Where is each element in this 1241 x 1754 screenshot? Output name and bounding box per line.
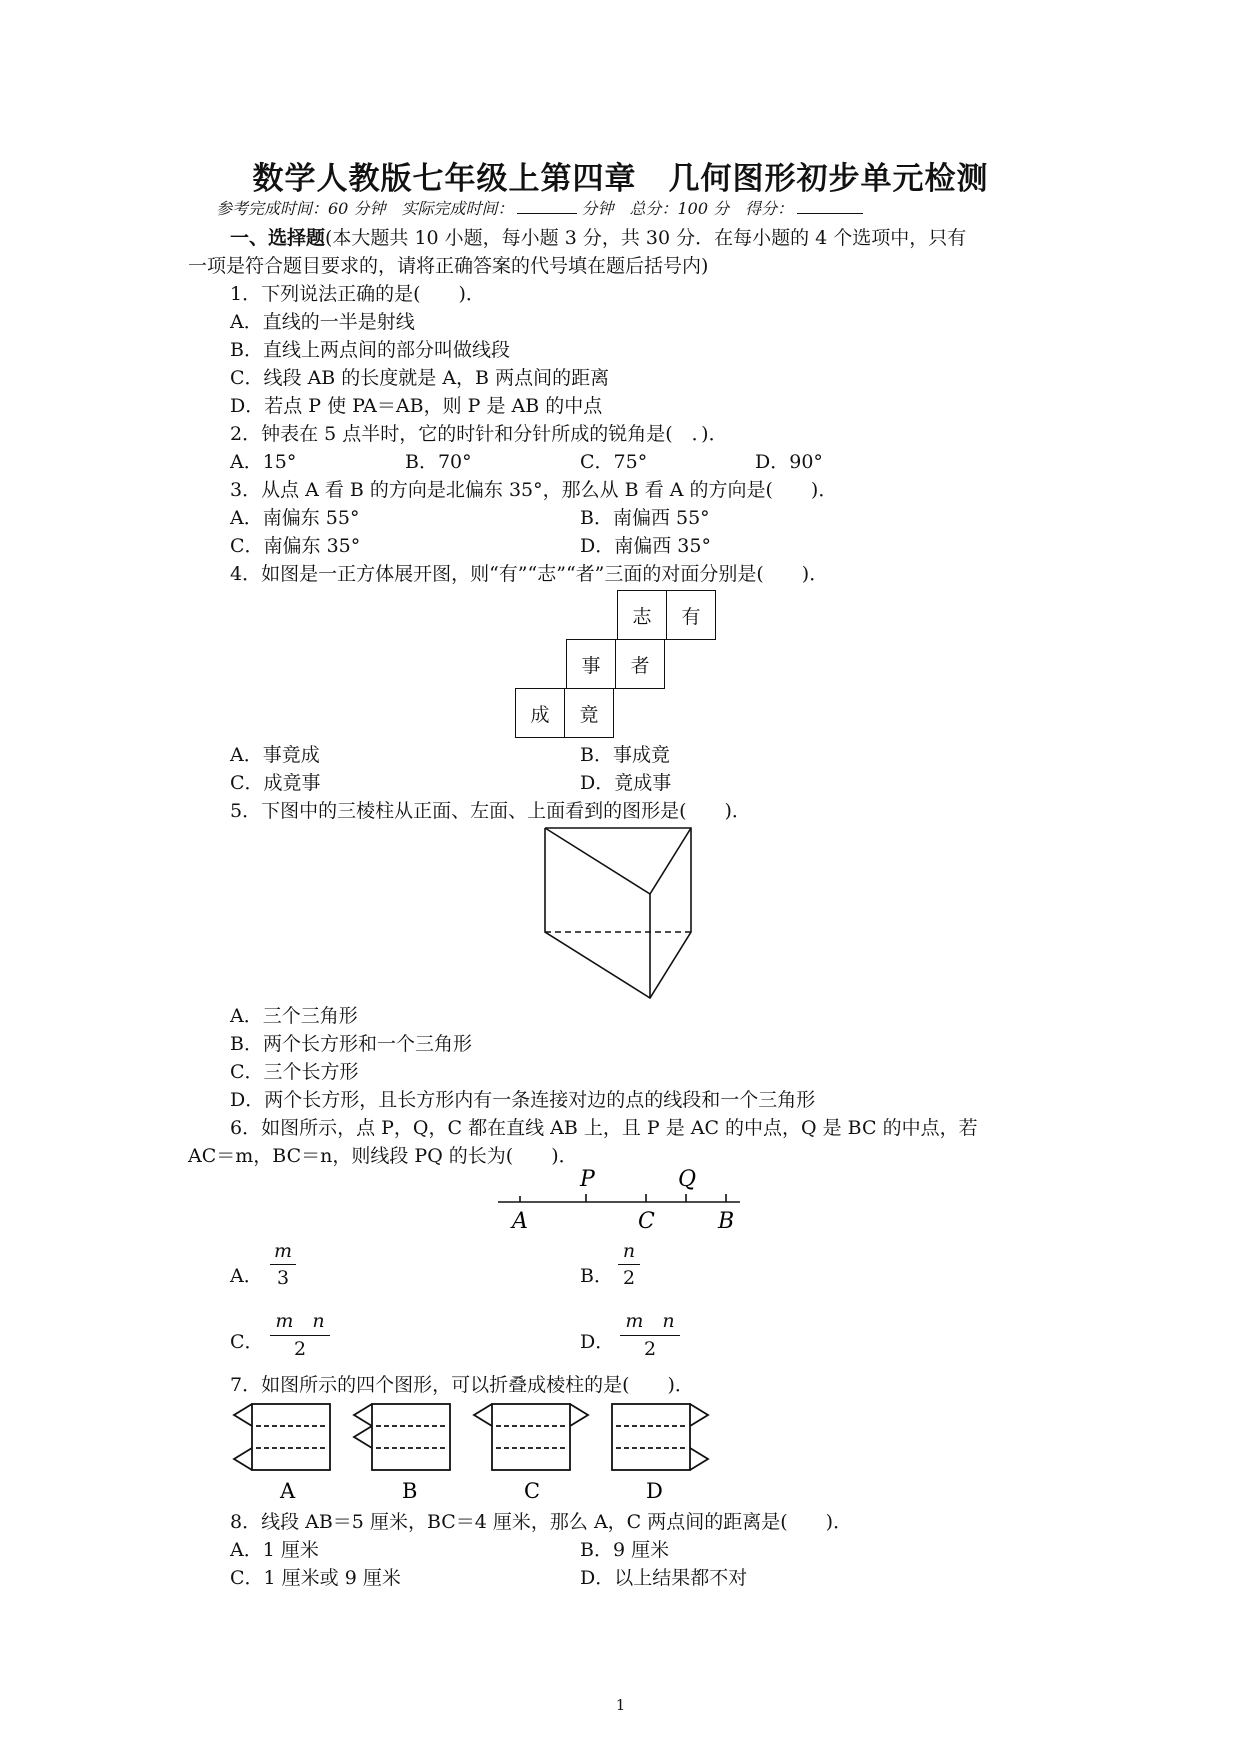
fraction-denominator: 2 <box>293 1338 307 1360</box>
section-intro-line2: 一项是符合题目要求的，请将正确答案的代号填在题后括号内) <box>188 255 709 277</box>
q8-stem: 8．线段 AB＝5 厘米，BC＝4 厘米，那么 A，C 两点间的距离是( )． <box>230 1511 853 1533</box>
q6-stem-line2: AC＝m，BC＝n，则线段 PQ 的长为( )． <box>188 1145 578 1167</box>
q8-option-a: A．1 厘米 <box>230 1539 319 1561</box>
fraction-numerator: m n <box>625 1310 675 1332</box>
q2-option-b: B．70° <box>405 451 472 473</box>
net-d-triangle <box>690 1448 708 1470</box>
label-b: B <box>718 1209 735 1234</box>
q3-option-b: B．南偏西 55° <box>580 507 710 529</box>
cube-face: 竟 <box>564 688 614 738</box>
q6-option-c-fraction <box>270 1306 330 1360</box>
q4-stem: 4．如图是一正方体展开图，则“有”“志”“者”三面的对面分别是( )． <box>230 563 829 585</box>
q3-stem: 3．从点 A 看 B 的方向是北偏东 35°，那么从 B 看 A 的方向是( )． <box>230 479 838 501</box>
score-text: 分钟 总分：100 分 得分： <box>581 199 794 218</box>
q6-option-d-fraction <box>620 1306 680 1360</box>
label-q: Q <box>678 1167 697 1192</box>
actual-time-blank <box>517 199 577 214</box>
triangular-prism-diagram <box>540 822 700 1004</box>
net-c-triangle <box>474 1404 492 1426</box>
q5-option-a: A．三个三角形 <box>230 1005 358 1027</box>
q8-option-d: D．以上结果都不对 <box>580 1567 748 1589</box>
q1-stem: 1．下列说法正确的是( )． <box>230 283 485 305</box>
fraction-bar <box>620 1335 680 1336</box>
q5-option-d: D．两个长方形，且长方形内有一条连接对边的点的线段和一个三角形 <box>230 1089 816 1111</box>
net-label-c: C <box>524 1479 541 1502</box>
q2-option-a: A．15° <box>230 451 297 473</box>
q6-option-a-label: A． <box>230 1265 263 1287</box>
q3-option-c: C．南偏东 35° <box>230 535 361 557</box>
score-blank <box>797 199 863 214</box>
net-b-triangle <box>354 1404 372 1426</box>
q6-stem-line1: 6．如图所示，点 P，Q，C 都在直线 AB 上，且 P 是 AC 的中点，Q 是 BC 的中点，若 <box>230 1117 978 1139</box>
q2-option-c: C．75° <box>580 451 648 473</box>
q6-option-d-label: D． <box>580 1331 615 1353</box>
net-b-triangle <box>354 1426 372 1448</box>
q7-stem: 7．如图所示的四个图形，可以折叠成棱柱的是( )． <box>230 1374 694 1396</box>
q6-option-b-fraction <box>618 1240 640 1289</box>
ref-time-text: 参考完成时间：60 分钟 实际完成时间： <box>216 199 514 218</box>
cube-face: 成 <box>515 688 565 738</box>
exam-meta <box>216 196 863 219</box>
net-a-rect <box>252 1404 330 1470</box>
net-a-triangle <box>234 1404 252 1426</box>
prism-edge <box>545 828 650 894</box>
net-c-triangle <box>570 1404 588 1426</box>
fraction-denominator: 3 <box>276 1267 290 1289</box>
q4-option-d: D．竟成事 <box>580 772 672 794</box>
label-p: P <box>580 1167 595 1192</box>
fraction-bar <box>618 1264 640 1265</box>
q3-option-d: D．南偏西 35° <box>580 535 711 557</box>
net-label-a: A <box>280 1479 296 1502</box>
page-title: 数学人教版七年级上第四章 几何图形初步单元检测 <box>252 161 989 197</box>
label-c: C <box>638 1209 655 1234</box>
page-number: 1 <box>615 1696 626 1714</box>
net-c-rect <box>492 1404 570 1470</box>
q2-stem: 2．钟表在 5 点半时，它的时针和分针所成的锐角是( ．)． <box>230 423 728 445</box>
q6-option-a-fraction <box>270 1240 296 1289</box>
section-intro-line1 <box>230 226 966 250</box>
fraction-numerator: m <box>273 1240 293 1262</box>
prism-outline <box>545 828 691 998</box>
number-line-diagram <box>490 1164 750 1236</box>
section-intro: (本大题共 10 小题，每小题 3 分，共 30 分．在每小题的 4 个选项中，只有 <box>325 227 967 249</box>
q5-stem: 5．下图中的三棱柱从正面、左面、上面看到的图形是( )． <box>230 800 751 822</box>
q1-option-c: C．线段 AB 的长度就是 A，B 两点间的距离 <box>230 367 610 389</box>
q8-option-c: C．1 厘米或 9 厘米 <box>230 1567 401 1589</box>
q6-option-b-label: B． <box>580 1265 613 1287</box>
q1-option-a: A．直线的一半是射线 <box>230 311 415 333</box>
q1-option-b: B．直线上两点间的部分叫做线段 <box>230 339 510 361</box>
q8-option-b: B．9 厘米 <box>580 1539 670 1561</box>
cube-face: 事 <box>566 639 616 689</box>
prism-nets-diagram <box>230 1396 750 1502</box>
fraction-numerator: n <box>622 1240 636 1262</box>
net-b-rect <box>372 1404 450 1470</box>
cube-face: 志 <box>617 590 667 640</box>
fraction-denominator: 2 <box>622 1267 636 1289</box>
fraction-numerator: m n <box>275 1310 325 1332</box>
q6-option-c-label: C． <box>230 1331 264 1353</box>
q5-option-c: C．三个长方形 <box>230 1061 359 1083</box>
q4-option-b: B．事成竟 <box>580 744 670 766</box>
net-label-d: D <box>646 1479 663 1502</box>
q3-option-a: A．南偏东 55° <box>230 507 360 529</box>
fraction-denominator: 2 <box>643 1338 657 1360</box>
fraction-bar <box>270 1264 296 1265</box>
net-d-rect <box>612 1404 690 1470</box>
cube-face: 者 <box>615 639 665 689</box>
cube-face: 有 <box>666 590 716 640</box>
q4-option-c: C．成竟事 <box>230 772 321 794</box>
label-a: A <box>512 1209 528 1234</box>
q2-option-d: D．90° <box>755 451 823 473</box>
net-a-triangle <box>234 1448 252 1470</box>
net-label-b: B <box>402 1479 418 1502</box>
prism-edge <box>650 828 691 894</box>
section-heading: 一、选择题 <box>230 227 326 249</box>
q1-option-d: D．若点 P 使 PA＝AB，则 P 是 AB 的中点 <box>230 395 603 417</box>
q5-option-b: B．两个长方形和一个三角形 <box>230 1033 472 1055</box>
q4-option-a: A．事竟成 <box>230 744 320 766</box>
fraction-bar <box>270 1335 330 1336</box>
net-d-triangle <box>690 1404 708 1426</box>
